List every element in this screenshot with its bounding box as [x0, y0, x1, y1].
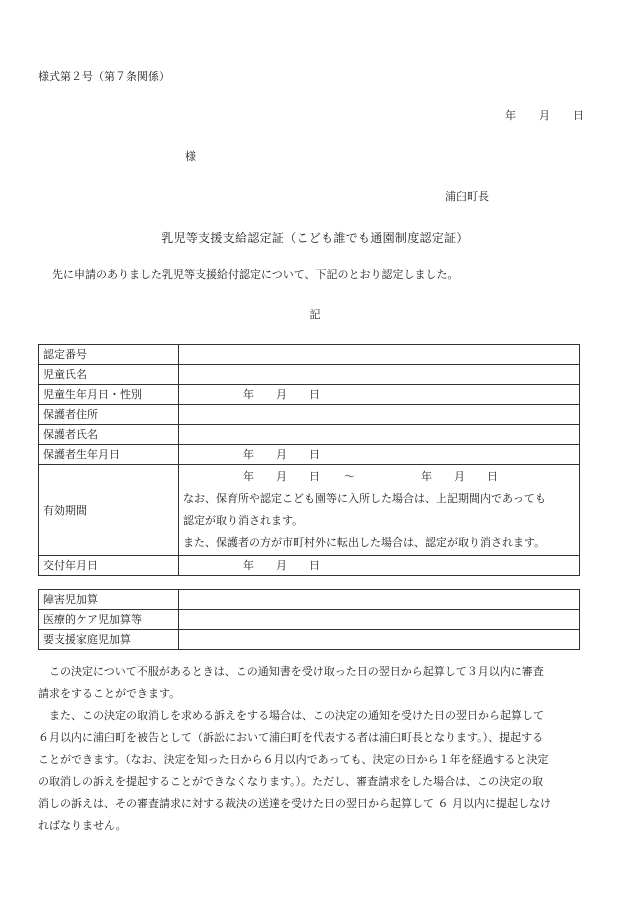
- day-label: 日: [309, 448, 320, 461]
- table-row: [39, 345, 580, 365]
- row-label: 保護者氏名: [39, 425, 179, 445]
- row-label: 児童生年月日・性別: [39, 385, 179, 405]
- date-month-label: 月: [539, 109, 550, 122]
- to-year-label: 年: [421, 470, 432, 483]
- day-label: 日: [309, 559, 320, 572]
- note-line: また、この決定の取消しを求める訴えをする場合は、この決定の通知を受けた日の翌日から起算して: [38, 709, 544, 722]
- document-date: [505, 107, 584, 123]
- month-label: 月: [276, 448, 287, 461]
- month-label: 月: [276, 388, 287, 401]
- validity-note: なお、保育所や認定こども園等に入所した場合は、上記期間内であっても: [183, 492, 546, 505]
- certification-number-field[interactable]: [179, 345, 580, 365]
- validity-date-range: [183, 466, 579, 488]
- medical-care-addon-field[interactable]: [179, 610, 580, 630]
- note-line: ６月以内に浦臼町を被告として（訴訟において浦臼町を代表する者は浦臼町長となります。）、提起する: [38, 731, 544, 744]
- from-month-label: 月: [276, 470, 287, 483]
- table-row: [39, 365, 580, 385]
- note-line: 請求をすることができます。: [38, 687, 181, 700]
- certificate-table: [38, 344, 580, 576]
- table-row: [39, 405, 580, 425]
- row-label: 児童氏名: [39, 365, 179, 385]
- row-label: 要支援家庭児加算: [39, 630, 179, 650]
- form-number: 様式第２号（第７条関係）: [38, 70, 170, 83]
- guardian-address-field[interactable]: [179, 405, 580, 425]
- row-label: 有効期間: [39, 465, 179, 556]
- validity-note: 認定が取り消されます。: [183, 514, 304, 527]
- guardian-birthdate-field[interactable]: [179, 445, 580, 465]
- child-birthdate-field[interactable]: [179, 385, 580, 405]
- table-row: [39, 610, 580, 630]
- row-label: 医療的ケア児加算等: [39, 610, 179, 630]
- addressee-suffix: 様: [185, 150, 196, 163]
- table-row: [39, 556, 580, 576]
- document-title: 乳児等支援支給認定証（こども誰でも通園制度認定証）: [161, 231, 469, 245]
- note-line: ことができます。（なお、決定を知った日から６月以内であっても、決定の日から１年を経過すると決定: [38, 753, 549, 766]
- note-line: 消しの訴えは、その審査請求に対する裁決の送達を受けた日の翌日から起算して ６ 月以内に提起しなけ: [38, 797, 551, 810]
- guardian-name-field[interactable]: [179, 425, 580, 445]
- date-day-label: 日: [573, 109, 584, 122]
- table-row: [39, 385, 580, 405]
- row-label: 認定番号: [39, 345, 179, 365]
- table-row: [39, 445, 580, 465]
- to-month-label: 月: [454, 470, 465, 483]
- from-day-label: 日: [309, 470, 320, 483]
- ki-heading: 記: [309, 308, 321, 321]
- from-year-label: 年: [243, 470, 254, 483]
- table-row: [39, 590, 580, 610]
- to-day-label: 日: [487, 470, 498, 483]
- note-line: この決定について不服があるときは、この通知書を受け取った日の翌日から起算して３月以内に審査: [38, 665, 544, 678]
- year-label: 年: [243, 448, 254, 461]
- range-tilde: 〜: [344, 470, 355, 483]
- disability-addon-field[interactable]: [179, 590, 580, 610]
- table-row: [39, 465, 580, 556]
- validity-period-field[interactable]: [179, 465, 580, 556]
- note-line: ればなりません。: [38, 819, 127, 832]
- issuer-name: 浦臼町長: [445, 190, 489, 203]
- table-row: [39, 630, 580, 650]
- row-label: 保護者住所: [39, 405, 179, 425]
- issue-date-field[interactable]: [179, 556, 580, 576]
- row-label: 交付年月日: [39, 556, 179, 576]
- day-label: 日: [309, 388, 320, 401]
- row-label: 保護者生年月日: [39, 445, 179, 465]
- validity-note: また、保護者の方が市町村外に転出した場合は、認定が取り消されます。: [183, 536, 546, 549]
- child-name-field[interactable]: [179, 365, 580, 385]
- row-label: 障害児加算: [39, 590, 179, 610]
- intro-text: 先に申請のありました乳児等支援給付認定について、下記のとおり認定しました。: [52, 268, 459, 281]
- support-family-addon-field[interactable]: [179, 630, 580, 650]
- addon-table: [38, 589, 580, 650]
- appeal-notes: [38, 661, 586, 837]
- month-label: 月: [276, 559, 287, 572]
- year-label: 年: [243, 559, 254, 572]
- date-year-label: 年: [505, 109, 516, 122]
- table-row: [39, 425, 580, 445]
- note-line: の取消しの訴えを提起することができなくなります。）。ただし、審査請求をした場合は、この決定の取: [38, 775, 544, 788]
- year-label: 年: [243, 388, 254, 401]
